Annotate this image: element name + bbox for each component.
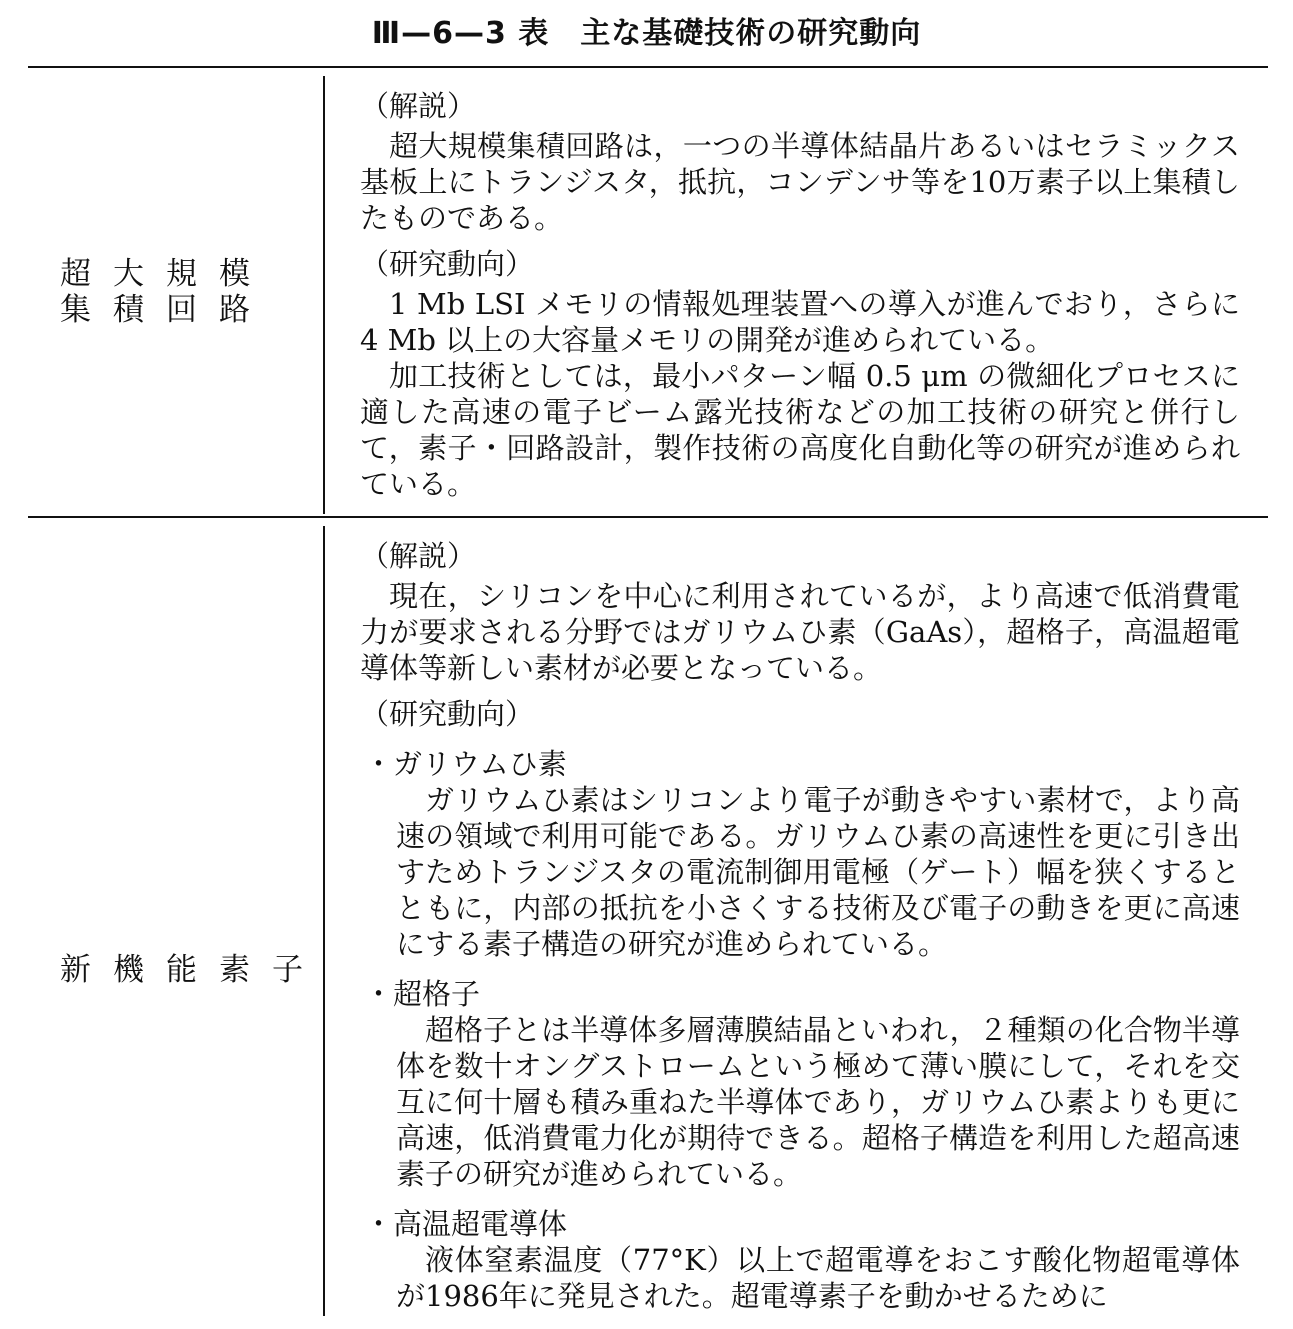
row-separator <box>28 516 1268 518</box>
explain-text: 超大規模集積回路は，一つの半導体結晶片あるいはセラミックス基板上にトランジスタ，抵抗，コンデンサ等を10万素子以上集積したものである。 <box>360 129 1240 235</box>
row-label-line: 超大規模 <box>60 256 272 292</box>
column-divider <box>323 76 325 514</box>
row-label-line: 集積回路 <box>60 292 272 328</box>
row-label-vlsi <box>60 256 272 328</box>
bullet-heading: ・高温超電導体 <box>364 1207 568 1241</box>
row-content-vlsi <box>360 88 1240 502</box>
column-divider <box>323 526 325 1316</box>
top-rule <box>28 66 1268 68</box>
bullet-text: 液体窒素温度（77°K）以上で超電導をおこす酸化物超電導体が1986年に発見された。超電導素子を動かせるために <box>396 1243 1240 1313</box>
section-header-research: （研究動向） <box>360 247 535 281</box>
bullet-text: ガリウムひ素はシリコンより電子が動きやすい素材で，より高速の領域で利用可能である。ガリウムひ素の高速性を更に引き出すためトランジスタの電流制御用電極（ゲート）幅を狭くするとともに，内部の抵抗を小さくする技術及び電子の動きを更に高速にする素子構造の研究が進められている。 <box>396 783 1240 961</box>
section-header-explain: （解説） <box>360 539 477 573</box>
research-paragraph: 加工技術としては，最小パターン幅 0.5 μm の微細化プロセスに適した高速の電子ビーム露光技術などの加工技術の研究と併行して，素子・回路設計，製作技術の高度化自動化等の研究が進められている。 <box>360 359 1240 501</box>
bullet-heading: ・ガリウムひ素 <box>364 747 567 781</box>
explain-text: 現在，シリコンを中心に利用されているが，より高速で低消費電力が要求される分野ではガリウムひ素（GaAs），超格子，高温超電導体等新しい素材が必要となっている。 <box>360 579 1240 685</box>
bullet-heading: ・超格子 <box>364 977 481 1011</box>
bullet-text: 超格子とは半導体多層薄膜結晶といわれ，２種類の化合物半導体を数十オングストロームという極めて薄い膜にして，それを交互に何十層も積み重ねた半導体であり，ガリウムひ素よりも更に高速，低消費電力化が期待できる。超格子構造を利用した超高速素子の研究が進められている。 <box>396 1013 1240 1191</box>
table-title: Ⅲ—6—3 表 主な基礎技術の研究動向 <box>371 16 922 51</box>
row-content-new-device <box>360 538 1240 1314</box>
section-header-research: （研究動向） <box>360 697 535 731</box>
research-paragraph: 1 Mb LSI メモリの情報処理装置への導入が進んでおり，さらに 4 Mb 以上の大容量メモリの開発が進められている。 <box>360 287 1240 357</box>
section-header-explain: （解説） <box>360 89 477 123</box>
row-label-new-device: 新機能素子 <box>60 952 325 988</box>
